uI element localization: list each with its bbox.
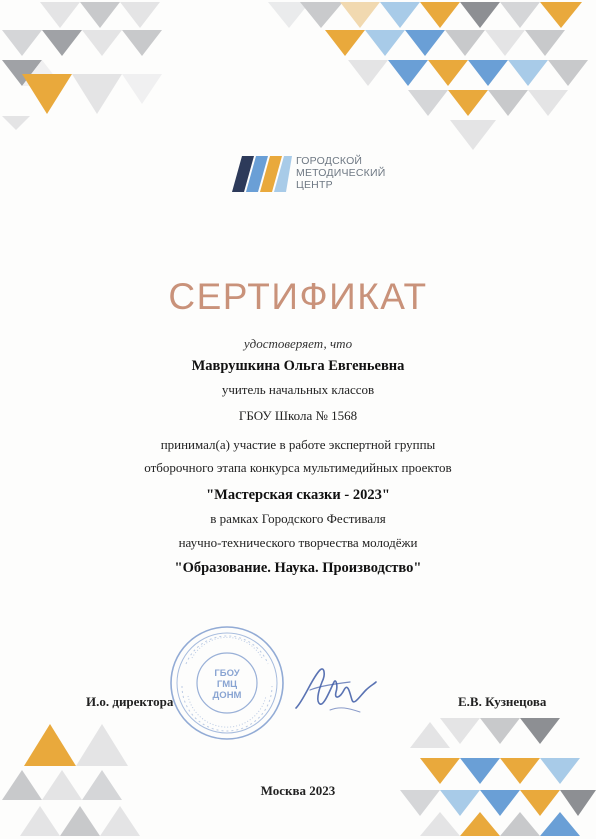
participation-line-1: принимал(а) участие в работе экспертной группы bbox=[160, 437, 436, 452]
director-name: Е.В. Кузнецова bbox=[458, 694, 547, 709]
svg-text:ГБОУ: ГБОУ bbox=[214, 668, 240, 679]
top-left-decoration bbox=[0, 0, 200, 130]
festival-name: "Образование. Наука. Производство" bbox=[174, 560, 422, 576]
logo-line-3: ЦЕНТР bbox=[296, 179, 333, 191]
logo-line-1: ГОРОДСКОЙ bbox=[296, 155, 363, 167]
director-role: И.о. директора bbox=[86, 694, 174, 709]
certificate-title: СЕРТИФИКАТ bbox=[168, 276, 428, 317]
certifies-text: удостоверяет, что bbox=[243, 336, 353, 351]
recipient-position: учитель начальных классов bbox=[221, 382, 375, 397]
recipient-name: Маврушкина Ольга Евгеньевна bbox=[191, 358, 405, 374]
signature-icon bbox=[290, 660, 380, 720]
svg-text:ГМЦ: ГМЦ bbox=[216, 679, 238, 690]
logo-line-2: МЕТОДИЧЕСКИЙ bbox=[296, 167, 386, 179]
recipient-school: ГБОУ Школа № 1568 bbox=[238, 408, 358, 423]
contest-name: "Мастерская сказки - 2023" bbox=[206, 487, 390, 503]
framework-line-2: научно-технического творчества молодёжи bbox=[178, 535, 418, 550]
stamp-icon bbox=[168, 624, 286, 742]
framework-line-1: в рамках Городского Фестиваля bbox=[210, 511, 386, 526]
participation-line-2: отборочного этапа конкурса мультимедийных проектов bbox=[144, 460, 452, 475]
svg-text:ДОНМ: ДОНМ bbox=[212, 690, 242, 701]
city-year: Москва 2023 bbox=[260, 783, 336, 798]
logo-text bbox=[296, 155, 385, 191]
